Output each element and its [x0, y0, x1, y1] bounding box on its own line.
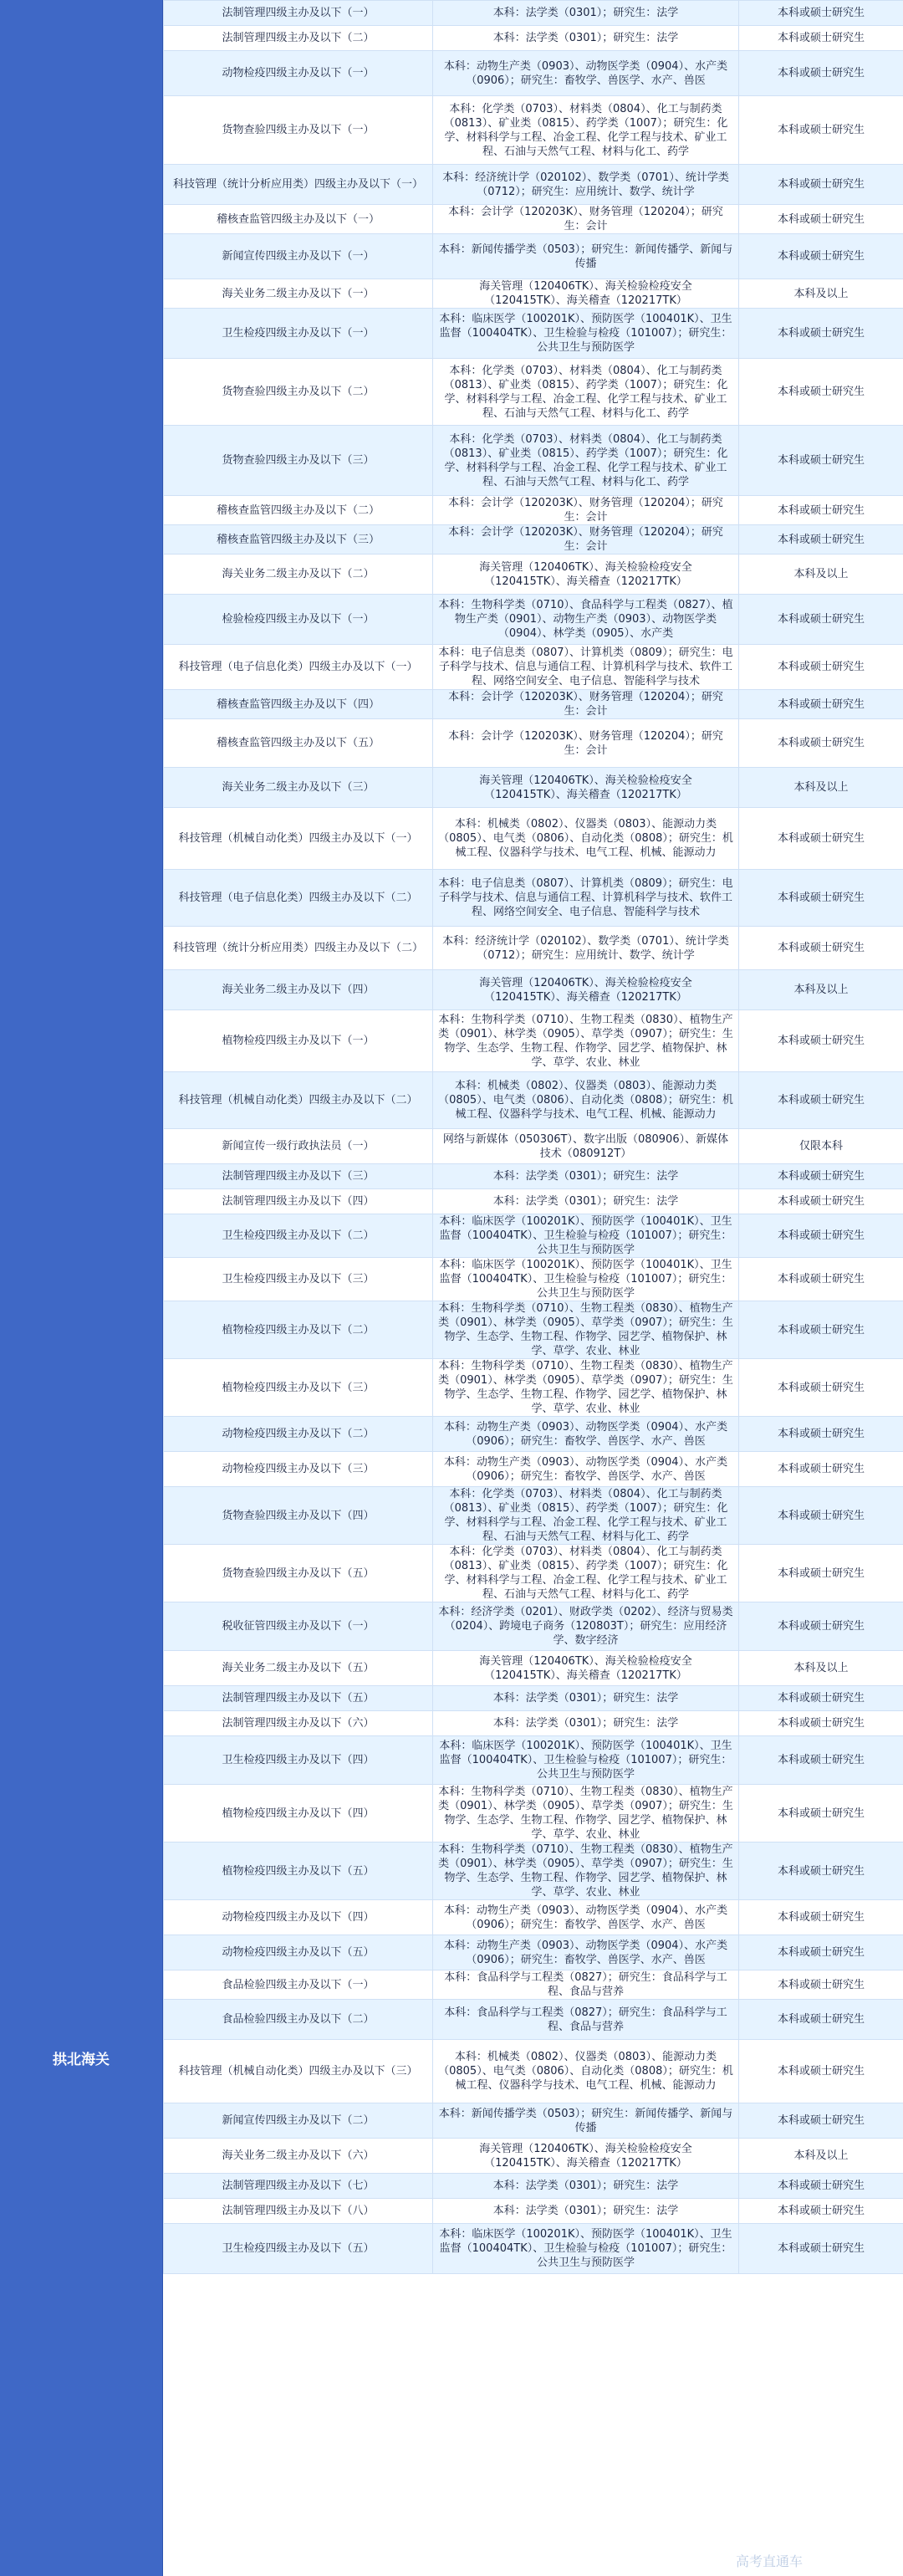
- majors-cell: 本科：新闻传播学类（0503）；研究生：新闻传播学、新闻与传播: [433, 234, 739, 279]
- majors-cell: 本科：机械类（0802）、仪器类（0803）、能源动力类（0805）、电气类（0806）、自动化类（0808）；研究生：机械工程、仪器科学与技术、电气工程、机械、能源动力: [433, 2040, 739, 2103]
- education-cell: 本科或硕士研究生: [739, 96, 903, 165]
- majors-cell: 本科：动物生产类（0903）、动物医学类（0904）、水产类（0906）；研究生：畜牧学、兽医学、水产、兽医: [433, 1935, 739, 1970]
- position-cell: 海关业务二级主办及以下（一）: [164, 279, 433, 309]
- table-row: [164, 51, 903, 96]
- education-cell: 本科或硕士研究生: [739, 525, 903, 555]
- majors-cell: 本科：法学类（0301）；研究生：法学: [433, 2199, 739, 2224]
- education-cell: 本科或硕士研究生: [739, 1602, 903, 1651]
- position-cell: 法制管理四级主办及以下（三）: [164, 1164, 433, 1189]
- table-row: [164, 525, 903, 555]
- education-cell: 本科或硕士研究生: [739, 1452, 903, 1487]
- table-row: [164, 1, 903, 26]
- position-cell: 海关业务二级主办及以下（二）: [164, 555, 433, 595]
- majors-cell: 本科：会计学（120203K）、财务管理（120204）；研究生：会计: [433, 690, 739, 719]
- table-row: [164, 1651, 903, 1686]
- majors-cell: 本科：食品科学与工程类（0827）；研究生：食品科学与工程、食品与营养: [433, 1970, 739, 2000]
- majors-cell: 本科：会计学（120203K）、财务管理（120204）；研究生：会计: [433, 525, 739, 555]
- table-row: [164, 2224, 903, 2274]
- position-cell: 海关业务二级主办及以下（三）: [164, 768, 433, 808]
- position-cell: 科技管理（电子信息化类）四级主办及以下（一）: [164, 645, 433, 690]
- education-cell: 本科或硕士研究生: [739, 719, 903, 768]
- table-row: [164, 1301, 903, 1359]
- position-cell: 法制管理四级主办及以下（二）: [164, 26, 433, 51]
- education-cell: 本科或硕士研究生: [739, 1711, 903, 1736]
- table-row: [164, 496, 903, 525]
- position-cell: 稽核查监管四级主办及以下（五）: [164, 719, 433, 768]
- education-cell: 本科及以上: [739, 2139, 903, 2174]
- education-cell: 本科或硕士研究生: [739, 26, 903, 51]
- majors-cell: 本科：电子信息类（0807）、计算机类（0809）；研究生：电子科学与技术、信息与通信工程、计算机科学与技术、软件工程、网络空间安全、电子信息、智能科学与技术: [433, 870, 739, 927]
- education-cell: 本科或硕士研究生: [739, 690, 903, 719]
- table-row: [164, 555, 903, 595]
- majors-cell: 本科：会计学（120203K）、财务管理（120204）；研究生：会计: [433, 205, 739, 234]
- table-row: [164, 1686, 903, 1711]
- position-cell: 动物检疫四级主办及以下（二）: [164, 1417, 433, 1452]
- majors-cell: 本科：会计学（120203K）、财务管理（120204）；研究生：会计: [433, 719, 739, 768]
- education-cell: 本科或硕士研究生: [739, 1970, 903, 2000]
- education-cell: 本科及以上: [739, 279, 903, 309]
- education-cell: 本科或硕士研究生: [739, 1545, 903, 1602]
- education-cell: 本科或硕士研究生: [739, 2199, 903, 2224]
- education-cell: 本科或硕士研究生: [739, 426, 903, 496]
- education-cell: 本科或硕士研究生: [739, 2174, 903, 2199]
- education-cell: 本科及以上: [739, 970, 903, 1010]
- positions-table: [163, 0, 903, 2274]
- education-cell: 本科及以上: [739, 555, 903, 595]
- education-cell: 本科或硕士研究生: [739, 51, 903, 96]
- majors-cell: 本科：法学类（0301）；研究生：法学: [433, 1711, 739, 1736]
- education-cell: 本科或硕士研究生: [739, 1736, 903, 1785]
- education-cell: 本科或硕士研究生: [739, 870, 903, 927]
- education-cell: 本科或硕士研究生: [739, 1785, 903, 1843]
- position-cell: 稽核查监管四级主办及以下（四）: [164, 690, 433, 719]
- education-cell: 本科或硕士研究生: [739, 309, 903, 359]
- table-row: [164, 2103, 903, 2139]
- education-cell: 本科或硕士研究生: [739, 1487, 903, 1545]
- position-cell: 货物查验四级主办及以下（五）: [164, 1545, 433, 1602]
- majors-cell: 本科：法学类（0301）；研究生：法学: [433, 1164, 739, 1189]
- education-cell: 本科或硕士研究生: [739, 1010, 903, 1072]
- majors-cell: 本科：经济统计学（020102）、数学类（0701）、统计学类（0712）；研究生：应用统计、数学、统计学: [433, 927, 739, 970]
- position-cell: 植物检疫四级主办及以下（三）: [164, 1359, 433, 1417]
- majors-cell: 海关管理（120406TK）、海关检验检疫安全（120415TK）、海关稽查（120217TK）: [433, 970, 739, 1010]
- majors-cell: 本科：动物生产类（0903）、动物医学类（0904）、水产类（0906）；研究生：畜牧学、兽医学、水产、兽医: [433, 1417, 739, 1452]
- position-cell: 货物查验四级主办及以下（一）: [164, 96, 433, 165]
- education-cell: 本科或硕士研究生: [739, 2000, 903, 2040]
- majors-cell: 本科：临床医学（100201K）、预防医学（100401K）、卫生监督（100404TK）、卫生检验与检疫（101007）；研究生：公共卫生与预防医学: [433, 1258, 739, 1301]
- position-cell: 法制管理四级主办及以下（四）: [164, 1189, 433, 1214]
- table-row: [164, 1164, 903, 1189]
- position-cell: 海关业务二级主办及以下（四）: [164, 970, 433, 1010]
- education-cell: 本科或硕士研究生: [739, 2040, 903, 2103]
- table-row: [164, 165, 903, 205]
- table-row: [164, 808, 903, 870]
- position-cell: 科技管理（电子信息化类）四级主办及以下（二）: [164, 870, 433, 927]
- education-cell: 本科或硕士研究生: [739, 496, 903, 525]
- majors-cell: 海关管理（120406TK）、海关检验检疫安全（120415TK）、海关稽查（120217TK）: [433, 1651, 739, 1686]
- table-row: [164, 1189, 903, 1214]
- position-cell: 税收征管四级主办及以下（一）: [164, 1602, 433, 1651]
- education-cell: 本科或硕士研究生: [739, 1214, 903, 1258]
- majors-cell: 海关管理（120406TK）、海关检验检疫安全（120415TK）、海关稽查（120217TK）: [433, 279, 739, 309]
- education-cell: 本科或硕士研究生: [739, 2103, 903, 2139]
- majors-cell: 本科：生物科学类（0710）、生物工程类（0830）、植物生产类（0901）、林学类（0905）、草学类（0907）；研究生：生物学、生态学、生物工程、作物学、园艺学、植物保护、林学、草学、农业、林业: [433, 1843, 739, 1900]
- table-row: [164, 970, 903, 1010]
- position-cell: 卫生检疫四级主办及以下（二）: [164, 1214, 433, 1258]
- table-row: [164, 1785, 903, 1843]
- position-cell: 稽核查监管四级主办及以下（三）: [164, 525, 433, 555]
- table-row: [164, 1072, 903, 1129]
- organization-column: [0, 0, 163, 2576]
- table-row: [164, 205, 903, 234]
- education-cell: 本科或硕士研究生: [739, 2224, 903, 2274]
- position-cell: 动物检疫四级主办及以下（一）: [164, 51, 433, 96]
- table-row: [164, 1602, 903, 1651]
- position-cell: 法制管理四级主办及以下（六）: [164, 1711, 433, 1736]
- education-cell: 本科或硕士研究生: [739, 808, 903, 870]
- position-cell: 科技管理（统计分析应用类）四级主办及以下（一）: [164, 165, 433, 205]
- table-row: [164, 1359, 903, 1417]
- position-cell: 法制管理四级主办及以下（七）: [164, 2174, 433, 2199]
- position-cell: 食品检验四级主办及以下（一）: [164, 1970, 433, 2000]
- table-row: [164, 645, 903, 690]
- majors-cell: 海关管理（120406TK）、海关检验检疫安全（120415TK）、海关稽查（120217TK）: [433, 555, 739, 595]
- education-cell: 仅限本科: [739, 1129, 903, 1164]
- table-row: [164, 690, 903, 719]
- table-row: [164, 2139, 903, 2174]
- table-row: [164, 1010, 903, 1072]
- position-cell: 植物检疫四级主办及以下（五）: [164, 1843, 433, 1900]
- table-row: [164, 279, 903, 309]
- majors-cell: 本科：生物科学类（0710）、食品科学与工程类（0827）、植物生产类（0901）、动物生产类（0903）、动物医学类（0904）、林学类（0905）、水产类: [433, 595, 739, 645]
- table-row: [164, 1711, 903, 1736]
- table-row: [164, 2199, 903, 2224]
- majors-cell: 本科：法学类（0301）；研究生：法学: [433, 1, 739, 26]
- table-row: [164, 2040, 903, 2103]
- watermark-text: 高考直通车: [736, 2553, 804, 2569]
- table-row: [164, 1935, 903, 1970]
- table-row: [164, 1452, 903, 1487]
- table-row: [164, 309, 903, 359]
- majors-cell: 本科：化学类（0703）、材料类（0804）、化工与制药类（0813）、矿业类（0815）、药学类（1007）；研究生：化学、材料科学与工程、冶金工程、化学工程与技术、矿业工程、石油与天然气工程、材料与化工、药学: [433, 359, 739, 426]
- majors-cell: 本科：临床医学（100201K）、预防医学（100401K）、卫生监督（100404TK）、卫生检验与检疫（101007）；研究生：公共卫生与预防医学: [433, 2224, 739, 2274]
- majors-cell: 本科：机械类（0802）、仪器类（0803）、能源动力类（0805）、电气类（0806）、自动化类（0808）；研究生：机械工程、仪器科学与技术、电气工程、机械、能源动力: [433, 1072, 739, 1129]
- education-cell: 本科或硕士研究生: [739, 1900, 903, 1935]
- table-row: [164, 1545, 903, 1602]
- education-cell: 本科或硕士研究生: [739, 234, 903, 279]
- table-row: [164, 927, 903, 970]
- position-cell: 货物查验四级主办及以下（四）: [164, 1487, 433, 1545]
- position-cell: 稽核查监管四级主办及以下（一）: [164, 205, 433, 234]
- education-cell: 本科或硕士研究生: [739, 1359, 903, 1417]
- education-cell: 本科或硕士研究生: [739, 359, 903, 426]
- table-row: [164, 1129, 903, 1164]
- table-row: [164, 359, 903, 426]
- table-row: [164, 1736, 903, 1785]
- majors-cell: 本科：临床医学（100201K）、预防医学（100401K）、卫生监督（100404TK）、卫生检验与检疫（101007）；研究生：公共卫生与预防医学: [433, 1214, 739, 1258]
- education-cell: 本科或硕士研究生: [739, 1417, 903, 1452]
- education-cell: 本科或硕士研究生: [739, 1301, 903, 1359]
- education-cell: 本科或硕士研究生: [739, 1189, 903, 1214]
- table-row: [164, 2000, 903, 2040]
- education-cell: 本科或硕士研究生: [739, 1072, 903, 1129]
- majors-cell: 本科：法学类（0301）；研究生：法学: [433, 1686, 739, 1711]
- majors-cell: 本科：生物科学类（0710）、生物工程类（0830）、植物生产类（0901）、林学类（0905）、草学类（0907）；研究生：生物学、生态学、生物工程、作物学、园艺学、植物保护、林学、草学、农业、林业: [433, 1010, 739, 1072]
- education-cell: 本科或硕士研究生: [739, 1935, 903, 1970]
- position-cell: 科技管理（统计分析应用类）四级主办及以下（二）: [164, 927, 433, 970]
- position-cell: 货物查验四级主办及以下（二）: [164, 359, 433, 426]
- education-cell: 本科或硕士研究生: [739, 927, 903, 970]
- position-cell: 科技管理（机械自动化类）四级主办及以下（一）: [164, 808, 433, 870]
- majors-cell: 本科：化学类（0703）、材料类（0804）、化工与制药类（0813）、矿业类（0815）、药学类（1007）；研究生：化学、材料科学与工程、冶金工程、化学工程与技术、矿业工程、石油与天然气工程、材料与化工、药学: [433, 1487, 739, 1545]
- majors-cell: 本科：法学类（0301）；研究生：法学: [433, 26, 739, 51]
- majors-cell: 本科：法学类（0301）；研究生：法学: [433, 1189, 739, 1214]
- position-cell: 稽核查监管四级主办及以下（二）: [164, 496, 433, 525]
- table-row: [164, 1900, 903, 1935]
- table-row: [164, 234, 903, 279]
- position-cell: 卫生检疫四级主办及以下（三）: [164, 1258, 433, 1301]
- position-cell: 法制管理四级主办及以下（八）: [164, 2199, 433, 2224]
- position-cell: 新闻宣传四级主办及以下（一）: [164, 234, 433, 279]
- position-cell: 卫生检疫四级主办及以下（一）: [164, 309, 433, 359]
- majors-cell: 本科：生物科学类（0710）、生物工程类（0830）、植物生产类（0901）、林学类（0905）、草学类（0907）；研究生：生物学、生态学、生物工程、作物学、园艺学、植物保护、林学、草学、农业、林业: [433, 1785, 739, 1843]
- education-cell: 本科或硕士研究生: [739, 165, 903, 205]
- majors-cell: 本科：动物生产类（0903）、动物医学类（0904）、水产类（0906）；研究生：畜牧学、兽医学、水产、兽医: [433, 1900, 739, 1935]
- majors-cell: 本科：化学类（0703）、材料类（0804）、化工与制药类（0813）、矿业类（0815）、药学类（1007）；研究生：化学、材料科学与工程、冶金工程、化学工程与技术、矿业工程、石油与天然气工程、材料与化工、药学: [433, 96, 739, 165]
- position-cell: 货物查验四级主办及以下（三）: [164, 426, 433, 496]
- position-cell: 新闻宣传一级行政执法员（一）: [164, 1129, 433, 1164]
- table-row: [164, 719, 903, 768]
- majors-cell: 网络与新媒体（050306T）、数字出版（080906）、新媒体技术（080912T）: [433, 1129, 739, 1164]
- table-row: [164, 96, 903, 165]
- organization-name: 拱北海关: [53, 2052, 110, 2068]
- position-cell: 法制管理四级主办及以下（一）: [164, 1, 433, 26]
- majors-cell: 本科：动物生产类（0903）、动物医学类（0904）、水产类（0906）；研究生：畜牧学、兽医学、水产、兽医: [433, 51, 739, 96]
- majors-cell: 本科：机械类（0802）、仪器类（0803）、能源动力类（0805）、电气类（0806）、自动化类（0808）；研究生：机械工程、仪器科学与技术、电气工程、机械、能源动力: [433, 808, 739, 870]
- majors-cell: 本科：食品科学与工程类（0827）；研究生：食品科学与工程、食品与营养: [433, 2000, 739, 2040]
- table-row: [164, 26, 903, 51]
- education-cell: 本科或硕士研究生: [739, 645, 903, 690]
- majors-cell: 本科：电子信息类（0807）、计算机类（0809）；研究生：电子科学与技术、信息与通信工程、计算机科学与技术、软件工程、网络空间安全、电子信息、智能科学与技术: [433, 645, 739, 690]
- majors-cell: 本科：动物生产类（0903）、动物医学类（0904）、水产类（0906）；研究生：畜牧学、兽医学、水产、兽医: [433, 1452, 739, 1487]
- position-cell: 植物检疫四级主办及以下（一）: [164, 1010, 433, 1072]
- table-row: [164, 1487, 903, 1545]
- position-cell: 检验检疫四级主办及以下（一）: [164, 595, 433, 645]
- table-row: [164, 426, 903, 496]
- table-row: [164, 1843, 903, 1900]
- table-row: [164, 2174, 903, 2199]
- majors-cell: 本科：新闻传播学类（0503）；研究生：新闻传播学、新闻与传播: [433, 2103, 739, 2139]
- education-cell: 本科或硕士研究生: [739, 1164, 903, 1189]
- position-cell: 海关业务二级主办及以下（六）: [164, 2139, 433, 2174]
- majors-cell: 本科：生物科学类（0710）、生物工程类（0830）、植物生产类（0901）、林学类（0905）、草学类（0907）；研究生：生物学、生态学、生物工程、作物学、园艺学、植物保护、林学、草学、农业、林业: [433, 1359, 739, 1417]
- table-row: [164, 1970, 903, 2000]
- table-row: [164, 870, 903, 927]
- position-cell: 新闻宣传四级主办及以下（二）: [164, 2103, 433, 2139]
- position-cell: 动物检疫四级主办及以下（四）: [164, 1900, 433, 1935]
- majors-cell: 本科：经济统计学（020102）、数学类（0701）、统计学类（0712）；研究生：应用统计、数学、统计学: [433, 165, 739, 205]
- education-cell: 本科或硕士研究生: [739, 1843, 903, 1900]
- majors-cell: 本科：临床医学（100201K）、预防医学（100401K）、卫生监督（100404TK）、卫生检验与检疫（101007）；研究生：公共卫生与预防医学: [433, 1736, 739, 1785]
- table-row: [164, 1214, 903, 1258]
- position-cell: 科技管理（机械自动化类）四级主办及以下（三）: [164, 2040, 433, 2103]
- position-cell: 科技管理（机械自动化类）四级主办及以下（二）: [164, 1072, 433, 1129]
- majors-cell: 本科：生物科学类（0710）、生物工程类（0830）、植物生产类（0901）、林学类（0905）、草学类（0907）；研究生：生物学、生态学、生物工程、作物学、园艺学、植物保护、林学、草学、农业、林业: [433, 1301, 739, 1359]
- education-cell: 本科或硕士研究生: [739, 205, 903, 234]
- majors-cell: 本科：临床医学（100201K）、预防医学（100401K）、卫生监督（100404TK）、卫生检验与检疫（101007）；研究生：公共卫生与预防医学: [433, 309, 739, 359]
- position-cell: 植物检疫四级主办及以下（二）: [164, 1301, 433, 1359]
- majors-cell: 本科：化学类（0703）、材料类（0804）、化工与制药类（0813）、矿业类（0815）、药学类（1007）；研究生：化学、材料科学与工程、冶金工程、化学工程与技术、矿业工程、石油与天然气工程、材料与化工、药学: [433, 426, 739, 496]
- majors-cell: 本科：法学类（0301）；研究生：法学: [433, 2174, 739, 2199]
- education-cell: 本科或硕士研究生: [739, 1, 903, 26]
- majors-cell: 海关管理（120406TK）、海关检验检疫安全（120415TK）、海关稽查（120217TK）: [433, 2139, 739, 2174]
- education-cell: 本科及以上: [739, 768, 903, 808]
- education-cell: 本科或硕士研究生: [739, 595, 903, 645]
- position-cell: 卫生检疫四级主办及以下（五）: [164, 2224, 433, 2274]
- education-cell: 本科及以上: [739, 1651, 903, 1686]
- majors-cell: 本科：经济学类（0201）、财政学类（0202）、经济与贸易类（0204）、跨境电子商务（120803T）；研究生：应用经济学、数字经济: [433, 1602, 739, 1651]
- table-row: [164, 1258, 903, 1301]
- education-cell: 本科或硕士研究生: [739, 1258, 903, 1301]
- majors-cell: 本科：化学类（0703）、材料类（0804）、化工与制药类（0813）、矿业类（0815）、药学类（1007）；研究生：化学、材料科学与工程、冶金工程、化学工程与技术、矿业工程、石油与天然气工程、材料与化工、药学: [433, 1545, 739, 1602]
- position-cell: 动物检疫四级主办及以下（五）: [164, 1935, 433, 1970]
- position-cell: 植物检疫四级主办及以下（四）: [164, 1785, 433, 1843]
- majors-cell: 本科：会计学（120203K）、财务管理（120204）；研究生：会计: [433, 496, 739, 525]
- position-cell: 卫生检疫四级主办及以下（四）: [164, 1736, 433, 1785]
- education-cell: 本科或硕士研究生: [739, 1686, 903, 1711]
- position-cell: 动物检疫四级主办及以下（三）: [164, 1452, 433, 1487]
- position-cell: 海关业务二级主办及以下（五）: [164, 1651, 433, 1686]
- majors-cell: 海关管理（120406TK）、海关检验检疫安全（120415TK）、海关稽查（120217TK）: [433, 768, 739, 808]
- table-row: [164, 595, 903, 645]
- table-row: [164, 768, 903, 808]
- position-cell: 食品检验四级主办及以下（二）: [164, 2000, 433, 2040]
- table-row: [164, 1417, 903, 1452]
- position-cell: 法制管理四级主办及以下（五）: [164, 1686, 433, 1711]
